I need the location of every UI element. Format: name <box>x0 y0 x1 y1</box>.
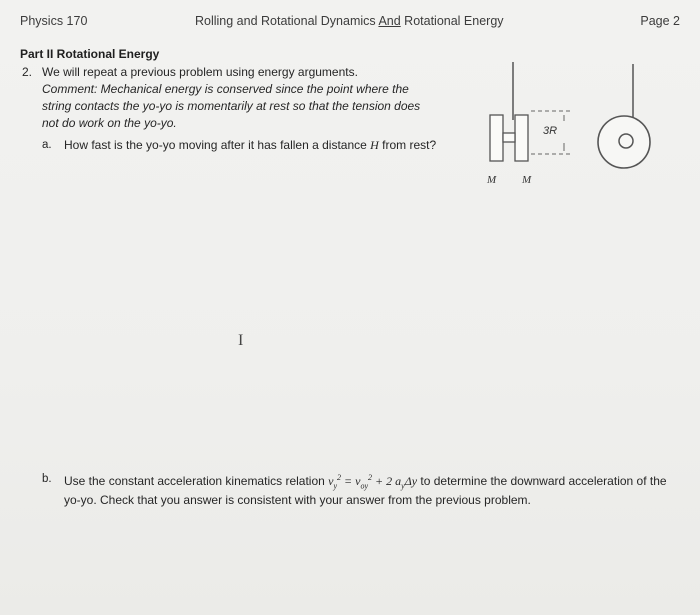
course-name: Physics 170 <box>20 14 88 28</box>
yo-yo-diagram <box>478 58 678 188</box>
question-text: We will repeat a previous problem using energy arguments. <box>42 65 358 79</box>
part-b-text-1: Use the constant acceleration kinematics relation <box>64 474 329 488</box>
part-b-letter: b. <box>42 473 52 485</box>
label-mass-left: M <box>487 174 497 186</box>
kinematics-equation: $v_y^2 = v_{oy}^2 + 2$ $a_y\Delta y$ <box>328 473 418 491</box>
axle <box>503 133 515 142</box>
part-title: Part II Rotational Energy <box>20 47 160 61</box>
label-3r: 3R <box>543 125 558 137</box>
part-a-text-2: from rest? <box>378 138 437 152</box>
part-a-text <box>64 138 436 153</box>
page-number: Page 2 <box>640 14 680 28</box>
title-part-2: Rotational Energy <box>400 14 504 28</box>
part-a-var: H <box>370 138 379 152</box>
part-b-text <box>64 472 674 510</box>
label-mass-right: M <box>522 174 532 186</box>
part-b-text-2: to determine the downward acceleration of the yo-yo. Check that you answer is consistent with your answer from the previous problem. <box>64 474 667 507</box>
right-disk <box>515 115 528 161</box>
part-a-letter: a. <box>42 139 52 151</box>
question-comment: Comment: Mechanical energy is conserved since the point where the string contacts the yo-yo is momentarily at rest so that the tension does not do work on the yo-yo. <box>42 82 421 130</box>
left-disk <box>490 115 503 161</box>
title-part-1: Rolling and Rotational Dynamics <box>195 14 379 28</box>
part-a-text-1: How fast is the yo-yo moving after it has fallen a distance <box>64 138 371 152</box>
yo-yo-axle-front <box>619 134 633 148</box>
title-and: And <box>378 14 401 28</box>
question-number: 2. <box>22 65 33 79</box>
text-cursor-icon: I <box>238 332 244 349</box>
worksheet-title <box>195 14 504 28</box>
